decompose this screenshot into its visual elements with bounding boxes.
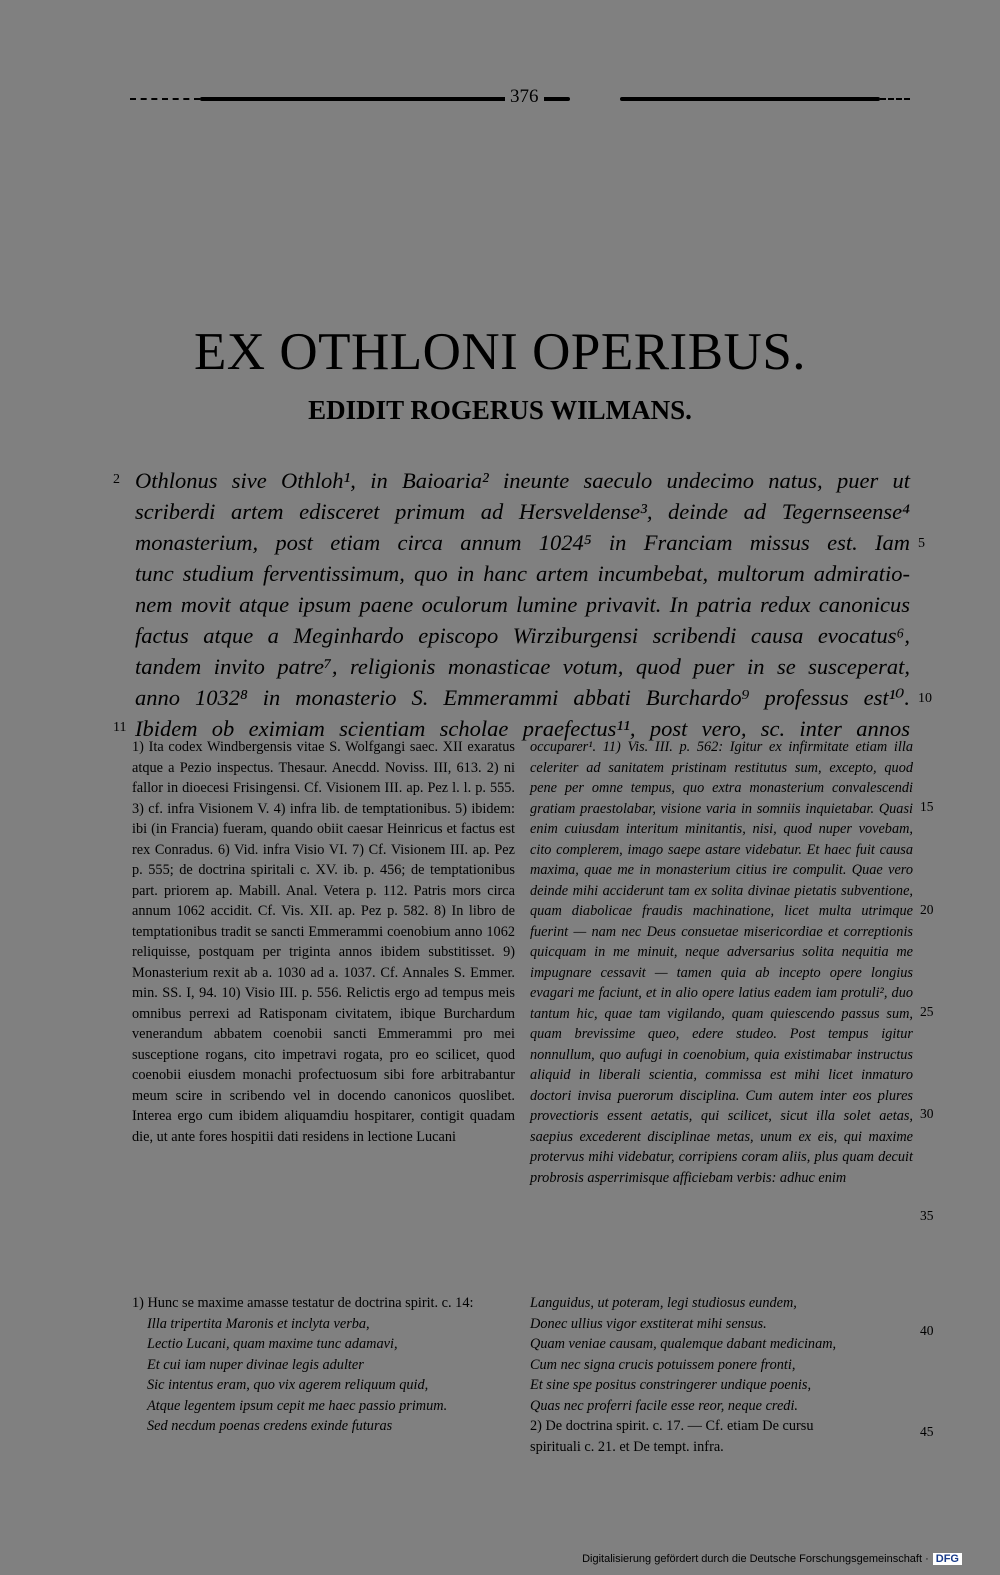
main-text-line bbox=[113, 468, 910, 499]
verse-notes-left bbox=[132, 1293, 515, 1437]
main-text-line-content: tunc studium ferventissimum, quo in hanc artem incumbebat, multorum admiratio- bbox=[135, 561, 910, 586]
page-header bbox=[130, 84, 875, 114]
main-text-line-content: monasterium, post etiam circa annum 1024⁵ in Franciam missus est. Iam bbox=[135, 530, 910, 555]
page-subtitle: EDIDIT ROGERUS WILMANS. bbox=[308, 395, 692, 425]
main-text bbox=[113, 468, 932, 747]
verse-line: Sed necdum poenas credens exinde futuras bbox=[147, 1418, 393, 1434]
line-number-40: 40 bbox=[920, 1323, 934, 1338]
line-number-25: 25 bbox=[920, 1004, 934, 1019]
footer-credit bbox=[582, 1553, 962, 1565]
line-number-45: 45 bbox=[920, 1424, 934, 1439]
footnotes-left bbox=[132, 737, 515, 1147]
main-text-line bbox=[135, 592, 910, 623]
main-text-line bbox=[135, 623, 910, 654]
verse-line: Languidus, ut poteram, legi studiosus eundem, bbox=[530, 1295, 797, 1311]
main-text-line bbox=[135, 654, 910, 685]
main-text-line bbox=[135, 561, 910, 592]
line-number-right: 10 bbox=[918, 691, 932, 706]
verse-line: Et cui iam nuper divinae legis adulter bbox=[147, 1356, 364, 1373]
main-text-line-content: scriberdi artem edisceret primum ad Hersveldense³, deinde ad Tegernseense⁴ bbox=[135, 499, 910, 524]
line-number-35: 35 bbox=[920, 1208, 934, 1223]
footnote-text-left: 1) Ita codex Windbergensis vitae S. Wolfgangi saec. XII exaratus atque a Pezio inspectus. Thesaur. Anecdd. Noviss. III, 613. 2) ni fallor in dioecesi Frisingensi. Cf. Visionem III. ap. Pez l. l. p. 555. 3) cf. infra Visionem V. 4) infra lib. de temptationibus. 5) ibidem: ibi (in Francia) fueram, quando obiit caesar Heinricus et factus est rex Conradus. 6) Vid. infra Visio VI. 7) Cf. Visionem III. ap. Pez p. 555; de doctrina spiritali c. XV. ib. p. 456; de temptationibus part. priorem ap. Mabill. Anal. Vetera p. 112. Patris mors circa annum 1062 accidit. Cf. Vis. XII. ap. Pez p. 582. 8) In libro de temptationibus tradit se sancti Emmerammi coenobium anno 1062 reliquisse, postquam per triginta annos ibidem substitisset. 9) Monasterium rexit ab a. 1030 ad a. 1037. Cf. Annales S. Emmer. min. SS. I, 94. 10) Visio III. p. 556. Relictis ergo ad tempus meis omnibus perrexi ad Ratisponam civitatem, ibique Burchardum venerandum abbatem coenobii sancti Emmerammi pro mei susceptione rogans, cito impetravi rogata, pro eo scilicet, quod coenobii eiusdem monachi profectuosum sibi fore arbitrabantur meum scire in scribendo vel in docendo canonicos quoslibet. Interea ergo cum ibidem aliquamdiu hospitarer, contigit quadam die, ut ante fores hospitii dati residens in lectione Lucani bbox=[132, 739, 515, 1145]
footer-text: Digitalisierung gefördert durch die Deutsche Forschungsgemeinschaft · bbox=[582, 1553, 929, 1565]
main-text-line bbox=[135, 530, 925, 561]
verse-line: Sic intentus eram, quo vix agerem reliquum quid, bbox=[147, 1377, 429, 1393]
line-number-right: 5 bbox=[918, 536, 925, 551]
verse-line: Et sine spe positus constringerer undique poenis, bbox=[530, 1377, 812, 1393]
verse-line: Atque legentem ipsum cepit me haec passio primum. bbox=[147, 1397, 448, 1414]
main-text-line-content: anno 1032⁸ in monasterio S. Emmerammi abbati Burchardo⁹ professus est¹⁰. bbox=[135, 685, 910, 710]
main-text-line bbox=[135, 685, 932, 716]
main-text-line-content: Ibidem ob eximiam scientiam scholae praefectus¹¹, post vero, sc. inter annos bbox=[135, 716, 910, 741]
line-number-left: 11 bbox=[113, 720, 127, 735]
verse-line: Quas nec proferri facile esse reor, neque credi. bbox=[530, 1397, 799, 1414]
header-dash-right bbox=[880, 98, 910, 100]
verse-note-intro: 1) Hunc se maxime amasse testatur de doctrina spirit. c. 14: bbox=[132, 1295, 474, 1311]
main-text-line-content: nem movit atque ipsum paene oculorum lumine privavit. In patria redux canonicus bbox=[135, 592, 910, 617]
footnote-2-line: spirituali c. 21. et De tempt. infra. bbox=[530, 1438, 724, 1455]
header-dash-left bbox=[130, 98, 200, 100]
line-number-left: 2 bbox=[113, 472, 120, 487]
line-number-30: 30 bbox=[920, 1106, 934, 1121]
verse-notes-right bbox=[530, 1293, 934, 1457]
verse-line: Lectio Lucani, quam maxime tunc adamavi, bbox=[147, 1336, 398, 1352]
footnote-2-line: 2) De doctrina spirit. c. 17. — Cf. etiam De cursu bbox=[530, 1418, 814, 1434]
main-text-line-content: Othlonus sive Othloh¹, in Baioaria² ineunte saeculo undecimo natus, puer ut bbox=[135, 468, 910, 493]
header-rule-right bbox=[620, 97, 880, 101]
verse-line: Cum nec signa crucis potuissem ponere fronti, bbox=[530, 1356, 796, 1373]
page-title: EX OTHLONI OPERIBUS. bbox=[193, 323, 807, 381]
line-number-15: 15 bbox=[920, 799, 934, 814]
verse-line: Illa tripertita Maronis et inclyta verba, bbox=[147, 1315, 370, 1332]
main-text-line-content: tandem invito patre⁷, religionis monasticae votum, quod puer in se susceperat, bbox=[135, 654, 910, 679]
dfg-logo: DFG bbox=[933, 1553, 962, 1565]
main-text-line-content: factus atque a Meginhardo episcopo Wirziburgensi scribendi causa evocatus⁶, bbox=[135, 623, 910, 648]
footnote-text-right: occuparer¹. 11) Vis. III. p. 562: Igitur ex infirmitate etiam illa celeriter ad sanitatem pristinam restitutus sum, excepto, quod pene per omne tempus, quo extra monasterium convalescendi gratiam praestolabar, visione varia in somniis inquietabar. Quasi enim cuiusdam interitum minitantis, nisi, quod nuper vovebam, cito complerem, imago saepe astare videbatur. Et haec fuit causa maxima, quae me in monasterium citius ire compulit. Quae vero deinde mihi acciderunt tam ex solita divinae pietatis subventione, quam diabolicae fraudis machinatione, licet multa utrimque fuerint — nam nec Deus consuetae misericordiae et correptionis quicquam in me minuit, neque adversarius solita nequitia me impugnare cessavit — tamen quia ab incepto opere longius evagari me faciunt, et in alio opere latius eadem iam protuli², duo tantum hic, quae tam vigilando, quam quiescendo passus sum, quam brevissime queo, edere studeo. Post tempus igitur nonnullum, quo aufugi in coenobium, quia existimabar instructus aliquid in liberali scientia, commissa est mihi licet inmaturo doctori invisa puerorum disciplina. Cum autem inter eos plures provectioris essent aetatis, qui scilicet, sicut illa solet aetas, saepius excederent disciplinae metas, unum ex eis, qui maxime protervus mihi videbatur, corripiens coram aliis, plus quam decuit probrosis asperrimisque afficiebam verbis: adhuc enim bbox=[530, 739, 913, 1186]
page-number: 376 bbox=[505, 86, 544, 108]
verse-line: Quam veniae causam, qualemque dabant medicinam, bbox=[530, 1336, 837, 1352]
main-text-line bbox=[135, 499, 910, 530]
verse-line: Donec ullius vigor exstiterat mihi sensus. bbox=[530, 1315, 767, 1332]
line-number-20: 20 bbox=[920, 902, 934, 917]
footnotes-right bbox=[530, 737, 934, 1223]
